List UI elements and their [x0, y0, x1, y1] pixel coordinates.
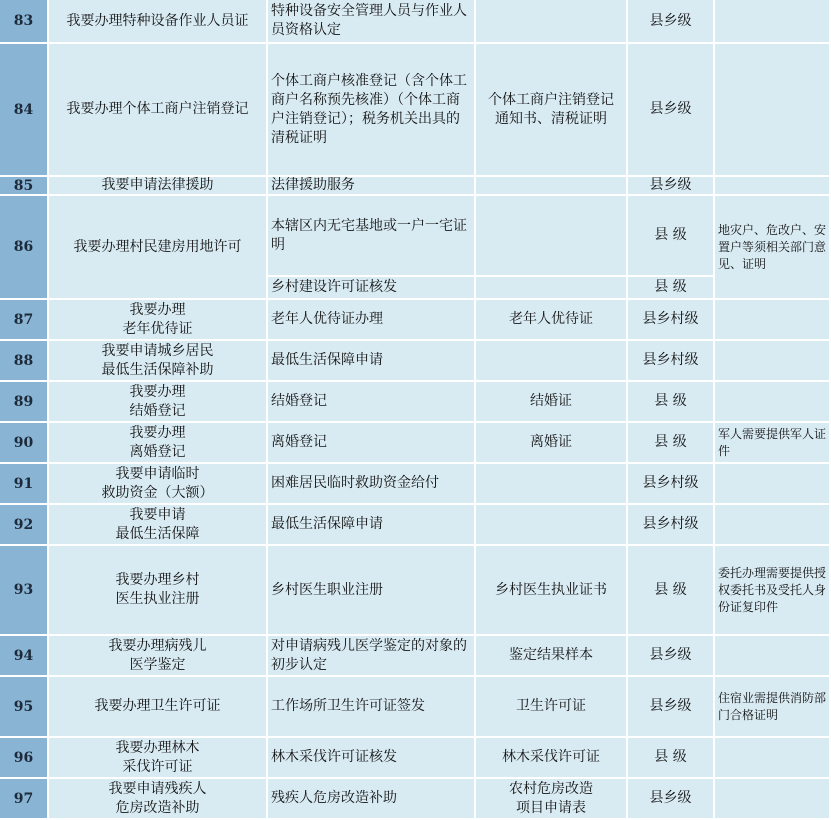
- result-document-cell: [476, 382, 628, 423]
- service-name-text: 老年人优待证办理: [271, 311, 383, 327]
- remark-text: 住宿业需提供消防部门合格证明: [718, 690, 827, 722]
- result-document-text: 林木采伐许可证: [502, 749, 600, 765]
- service-name-cell: [268, 423, 476, 464]
- service-level-cell: [628, 505, 715, 546]
- remark-cell: [715, 636, 831, 677]
- row-number-text: 83: [13, 13, 34, 29]
- result-document-text: 卫生许可证: [516, 698, 586, 714]
- service-name-cell: [268, 677, 476, 738]
- service-name-text: 最低生活保障申请: [271, 352, 383, 368]
- item-name-cell: [49, 196, 268, 300]
- remark-cell: [715, 464, 831, 505]
- remark-text: 地灾户、危改户、安置户等须相关部门意见、证明: [718, 222, 827, 271]
- remark-cell: [715, 177, 831, 196]
- service-name-cell: [268, 44, 476, 177]
- service-level-cell: [628, 423, 715, 464]
- row-number-cell: [0, 177, 49, 196]
- result-document-cell: [476, 341, 628, 382]
- row-number-text: 91: [13, 475, 34, 492]
- item-name-cell: [49, 341, 268, 382]
- remark-cell: [715, 196, 831, 300]
- service-level-cell: [628, 546, 715, 636]
- service-level-text: 县乡级: [649, 101, 692, 117]
- remark-cell: [715, 423, 831, 464]
- result-document-cell: [476, 464, 628, 505]
- result-document-cell: [476, 277, 628, 300]
- service-name-text: 结婚登记: [271, 393, 327, 409]
- row-number-text: 93: [13, 582, 34, 598]
- item-name-text: 我要办理村民建房用地许可: [73, 238, 242, 255]
- service-level-text: 县 级: [654, 393, 687, 409]
- service-level-text: 县 级: [654, 749, 687, 765]
- service-level-cell: [628, 177, 715, 196]
- result-document-text: 老年人优待证: [509, 311, 593, 327]
- result-document-cell: [476, 196, 628, 277]
- service-level-cell: [628, 277, 715, 300]
- service-name-text: 离婚登记: [271, 434, 327, 450]
- service-name-text: 困难居民临时救助资金给付: [271, 475, 439, 491]
- row-number-cell: [0, 44, 49, 177]
- item-name-text: 我要办理特种设备作业人员证: [66, 12, 249, 29]
- service-name-cell: [268, 636, 476, 677]
- row-number-text: 89: [13, 393, 34, 410]
- item-name-cell: [49, 779, 268, 820]
- service-level-text: 县 级: [654, 227, 687, 243]
- row-number-text: 94: [13, 647, 34, 664]
- remark-cell: [715, 546, 831, 636]
- service-name-text: 林木采伐许可证核发: [271, 749, 397, 765]
- remark-cell: [715, 300, 831, 341]
- row-number-cell: [0, 546, 49, 636]
- item-name-cell: [49, 382, 268, 423]
- service-name-text: 法律援助服务: [271, 177, 355, 193]
- row-number-cell: [0, 636, 49, 677]
- item-name-text: 我要办理个体工商户注销登记: [66, 101, 249, 117]
- remark-text: 军人需要提供军人证件: [718, 426, 827, 458]
- service-name-cell: [268, 177, 476, 196]
- result-document-text: 农村危房改造 项目申请表: [509, 780, 593, 816]
- service-level-cell: [628, 196, 715, 277]
- service-level-cell: [628, 341, 715, 382]
- remark-text: 委托办理需要提供授权委托书及受托人身份证复印件: [718, 565, 827, 614]
- remark-cell: [715, 341, 831, 382]
- row-number-cell: [0, 423, 49, 464]
- row-number-text: 95: [13, 698, 34, 715]
- row-number-cell: [0, 779, 49, 820]
- remark-cell: [715, 44, 831, 177]
- service-level-cell: [628, 677, 715, 738]
- item-name-text: 我要申请 最低生活保障: [115, 506, 200, 542]
- service-level-cell: [628, 636, 715, 677]
- service-level-text: 县乡村级: [642, 475, 699, 491]
- result-document-cell: [476, 677, 628, 738]
- result-document-text: 乡村医生执业证书: [495, 581, 607, 598]
- row-number-cell: [0, 464, 49, 505]
- item-name-text: 我要办理 结婚登记: [129, 383, 186, 419]
- result-document-cell: [476, 505, 628, 546]
- remark-cell: [715, 779, 831, 820]
- item-name-text: 我要申请临时 救助资金（大额）: [101, 465, 214, 501]
- item-name-text: 我要申请城乡居民 最低生活保障补助: [101, 342, 214, 378]
- result-document-cell: [476, 0, 628, 44]
- service-name-text: 乡村医生职业注册: [271, 581, 383, 598]
- service-name-text: 对申请病残儿医学鉴定的对象的初步认定: [271, 637, 467, 673]
- row-number-cell: [0, 677, 49, 738]
- service-name-text: 特种设备安全管理人员与作业人员资格认定: [271, 3, 467, 38]
- result-document-cell: [476, 738, 628, 779]
- result-document-cell: [476, 636, 628, 677]
- service-level-cell: [628, 300, 715, 341]
- result-document-text: 个体工商户注销登记 通知书、清税证明: [488, 91, 614, 127]
- remark-cell: [715, 0, 831, 44]
- row-number-text: 92: [13, 516, 34, 533]
- row-number-text: 87: [13, 311, 34, 328]
- row-number-text: 96: [13, 749, 34, 766]
- service-level-text: 县乡级: [649, 698, 692, 714]
- service-name-cell: [268, 0, 476, 44]
- result-document-cell: [476, 423, 628, 464]
- service-level-text: 县乡级: [649, 12, 692, 29]
- service-name-text: 本辖区内无宅基地或一户一宅证明: [271, 217, 467, 253]
- service-level-text: 县乡村级: [642, 516, 699, 532]
- remark-cell: [715, 677, 831, 738]
- service-name-text: 最低生活保障申请: [271, 516, 383, 532]
- service-level-text: 县 级: [654, 581, 687, 598]
- service-name-text: 个体工商户核准登记（含个体工商户名称预先核准）（个体工商户注销登记）；税务机关出具的清税证明: [271, 72, 467, 146]
- row-number-cell: [0, 300, 49, 341]
- row-number-text: 86: [13, 239, 34, 255]
- row-number-text: 90: [13, 434, 34, 451]
- service-name-text: 乡村建设许可证核发: [271, 279, 397, 295]
- remark-cell: [715, 382, 831, 423]
- service-level-cell: [628, 44, 715, 177]
- row-number-text: 97: [13, 790, 34, 807]
- service-name-text: 工作场所卫生许可证签发: [271, 698, 425, 714]
- row-number-text: 88: [13, 352, 34, 369]
- item-name-cell: [49, 177, 268, 196]
- item-name-cell: [49, 738, 268, 779]
- service-level-text: 县 级: [654, 279, 687, 295]
- service-level-text: 县乡村级: [642, 352, 699, 368]
- item-name-cell: [49, 300, 268, 341]
- service-level-text: 县 级: [654, 434, 687, 450]
- row-number-cell: [0, 738, 49, 779]
- result-document-cell: [476, 44, 628, 177]
- item-name-text: 我要办理乡村 医生执业注册: [115, 572, 200, 607]
- result-document-cell: [476, 779, 628, 820]
- service-name-cell: [268, 738, 476, 779]
- item-name-cell: [49, 546, 268, 636]
- result-document-text: 结婚证: [530, 393, 572, 409]
- item-name-text: 我要办理卫生许可证: [94, 698, 221, 714]
- service-level-text: 县乡级: [649, 177, 692, 193]
- item-name-text: 我要申请法律援助: [101, 177, 214, 193]
- row-number-text: 84: [13, 101, 34, 118]
- service-name-cell: [268, 779, 476, 820]
- service-level-text: 县乡级: [649, 647, 692, 663]
- row-number-cell: [0, 341, 49, 382]
- service-name-cell: [268, 505, 476, 546]
- item-name-cell: [49, 44, 268, 177]
- service-name-cell: [268, 464, 476, 505]
- item-name-text: 我要申请残疾人 危房改造补助: [108, 780, 207, 816]
- service-name-cell: [268, 382, 476, 423]
- remark-cell: [715, 505, 831, 546]
- item-name-text: 我要办理病残儿 医学鉴定: [108, 637, 207, 673]
- row-number-cell: [0, 0, 49, 44]
- row-number-cell: [0, 382, 49, 423]
- item-name-cell: [49, 0, 268, 44]
- service-name-cell: [268, 277, 476, 300]
- service-level-cell: [628, 0, 715, 44]
- service-name-text: 残疾人危房改造补助: [271, 790, 397, 806]
- row-number-cell: [0, 505, 49, 546]
- result-document-cell: [476, 177, 628, 196]
- service-name-cell: [268, 300, 476, 341]
- item-name-text: 我要办理 离婚登记: [129, 424, 186, 460]
- row-number-text: 85: [13, 177, 34, 194]
- item-name-cell: [49, 464, 268, 505]
- result-document-text: 离婚证: [530, 434, 572, 450]
- item-name-text: 我要办理林木 采伐许可证: [115, 739, 200, 775]
- service-level-cell: [628, 382, 715, 423]
- service-name-cell: [268, 546, 476, 636]
- service-level-cell: [628, 738, 715, 779]
- service-level-cell: [628, 464, 715, 505]
- item-name-cell: [49, 505, 268, 546]
- service-level-text: 县乡村级: [642, 311, 699, 327]
- item-name-text: 我要办理 老年优待证: [122, 301, 193, 337]
- service-name-cell: [268, 196, 476, 277]
- service-level-cell: [628, 779, 715, 820]
- service-level-text: 县乡级: [649, 790, 692, 806]
- result-document-cell: [476, 546, 628, 636]
- item-name-cell: [49, 423, 268, 464]
- result-document-text: 鉴定结果样本: [509, 647, 593, 663]
- service-name-cell: [268, 341, 476, 382]
- row-number-cell: [0, 196, 49, 300]
- result-document-cell: [476, 300, 628, 341]
- remark-cell: [715, 738, 831, 779]
- item-name-cell: [49, 677, 268, 738]
- item-name-cell: [49, 636, 268, 677]
